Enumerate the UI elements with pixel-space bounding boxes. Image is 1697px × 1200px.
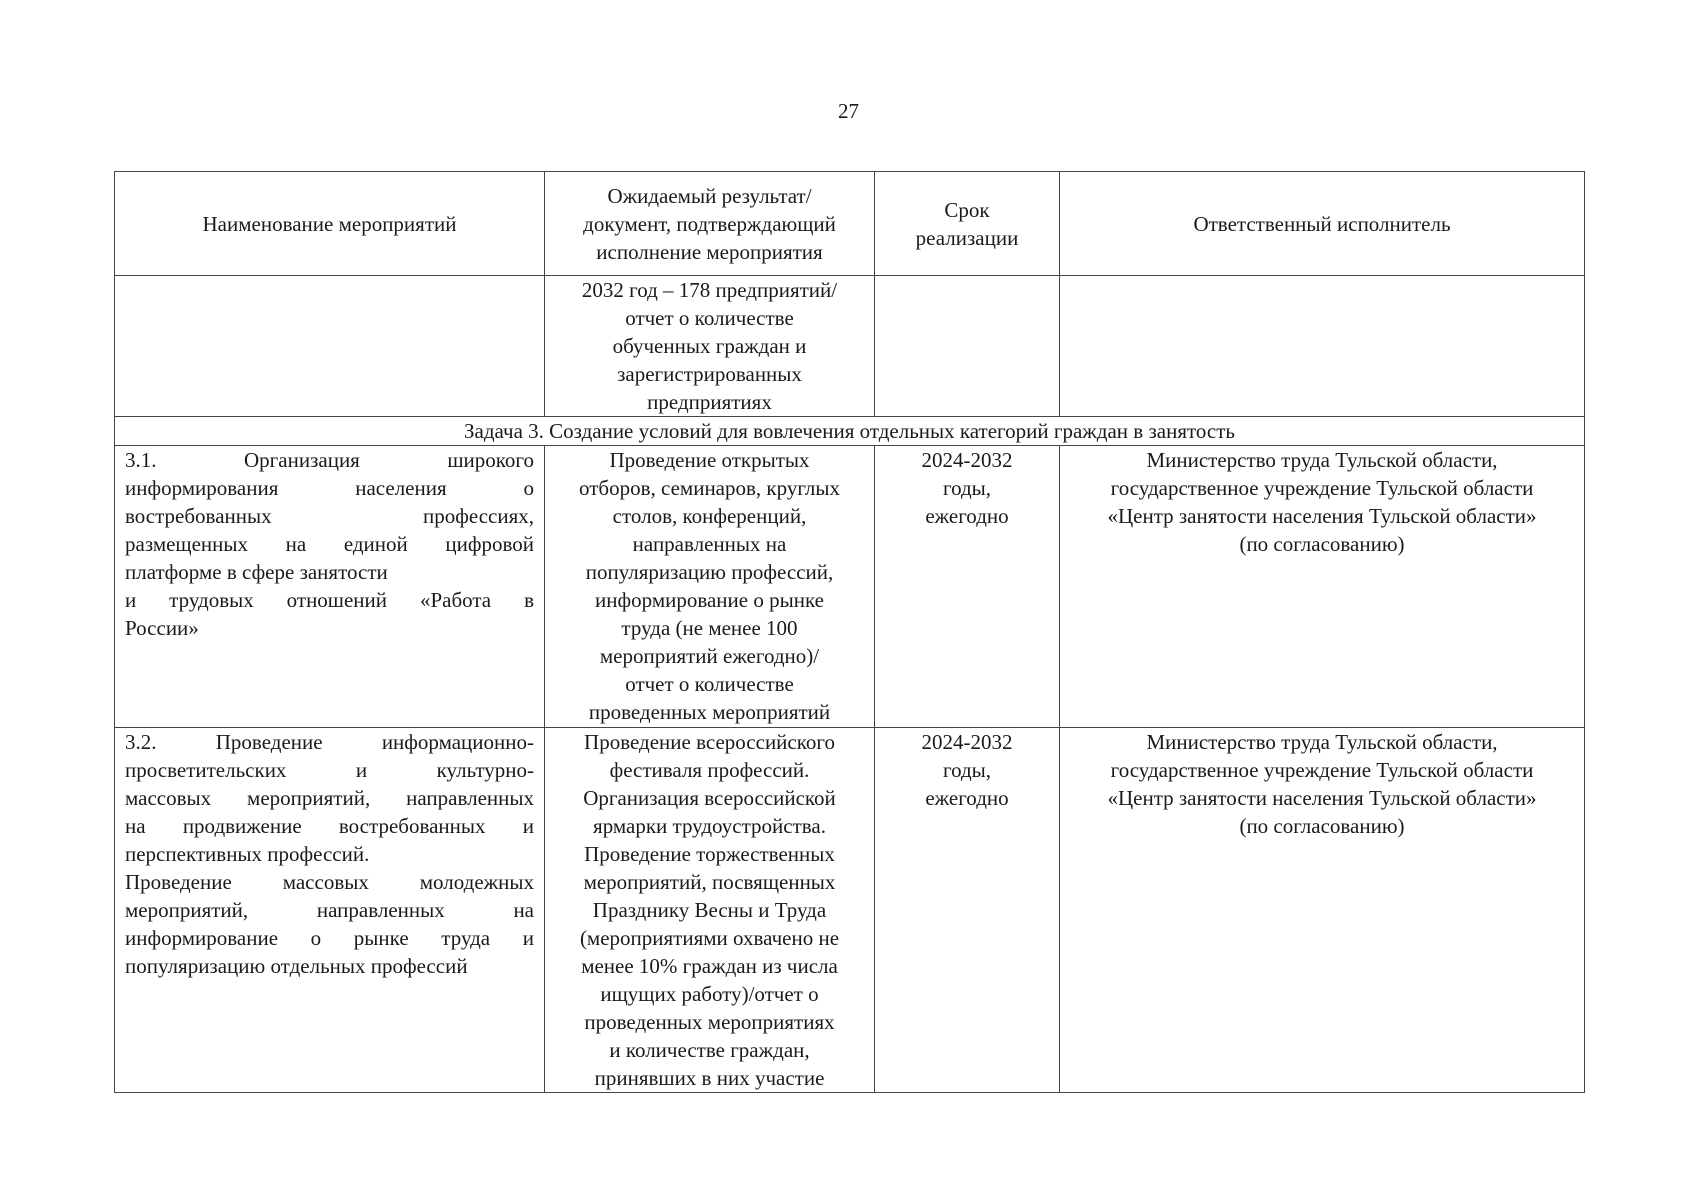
- row-3-2-result-line: Празднику Весны и Труда: [592, 898, 827, 922]
- row-3-1-result-line: отборов, семинаров, круглых: [579, 476, 840, 500]
- row-3-1-result-line: труда (не менее 100: [621, 616, 798, 640]
- row-3-2-name-line: перспективных профессий.: [125, 842, 370, 866]
- header-term: [875, 172, 1060, 276]
- row-3-2-name-line: Проведение массовых молодежных: [125, 870, 534, 894]
- row-3-1-executor-line: «Центр занятости населения Тульской области»: [1107, 504, 1537, 528]
- header-executor: Ответственный исполнитель: [1060, 172, 1585, 276]
- row-3-2-term-line: ежегодно: [925, 786, 1009, 810]
- row-3-2-name-line: массовых мероприятий, направленных: [125, 786, 534, 810]
- events-table: [114, 171, 1585, 1093]
- table-row-continuation: [115, 276, 1585, 417]
- row-3-2-name-line: просветительских и культурно-: [125, 758, 534, 782]
- row-3-1-term-line: ежегодно: [925, 504, 1009, 528]
- cont-name-cell: [115, 276, 545, 417]
- cont-result-line: 2032 год – 178 предприятий/: [581, 278, 838, 302]
- task-3-row: [115, 417, 1585, 446]
- row-3-2-result-line: и количестве граждан,: [609, 1038, 810, 1062]
- row-3-1-result-line: популяризацию профессий,: [585, 560, 834, 584]
- row-3-1-name-line: востребованных профессиях,: [125, 504, 534, 528]
- row-3-2-result-line: (мероприятиями охвачено не: [579, 926, 840, 950]
- row-3-2-result-line: менее 10% граждан из числа: [581, 954, 838, 978]
- row-3-2-executor-line: Министерство труда Тульской области,: [1146, 730, 1498, 754]
- row-3-1-result-line: Проведение открытых: [609, 448, 810, 472]
- table-header-row: [115, 172, 1585, 276]
- row-3-2-name-line: популяризацию отдельных профессий: [125, 954, 468, 978]
- header-result: [545, 172, 875, 276]
- row-3-2-result-line: ищущих работу)/отчет о: [600, 982, 819, 1006]
- row-3-1-name-line: платформе в сфере занятости: [125, 560, 388, 584]
- row-3-2-result-line: Проведение всероссийского: [584, 730, 835, 754]
- task-3-heading: Задача 3. Создание условий для вовлечения отдельных категорий граждан в занятость: [115, 417, 1585, 446]
- row-3-2-result-line: принявших в них участие: [594, 1066, 825, 1090]
- row-3-1-name-line: 3.1. Организация широкого: [125, 448, 534, 472]
- row-3-2-term-line: годы,: [942, 758, 992, 782]
- page-number: 27: [838, 99, 859, 123]
- row-3-1-executor-line: Министерство труда Тульской области,: [1146, 448, 1498, 472]
- row-3-1-term-cell: [875, 446, 1060, 728]
- cont-result-line: обученных граждан и: [612, 334, 807, 358]
- cont-result-line: предприятиях: [647, 390, 772, 414]
- table-row-3-1: [115, 446, 1585, 728]
- header-term-line: Срок: [944, 197, 990, 222]
- row-3-2-name-line: на продвижение востребованных и: [125, 814, 534, 838]
- row-3-2-result-line: Проведение торжественных: [584, 842, 835, 866]
- row-3-1-result-cell: [545, 446, 875, 728]
- header-result-line: документ, подтверждающий: [583, 211, 836, 236]
- row-3-2-name-line: 3.2. Проведение информационно-: [125, 730, 534, 754]
- row-3-2-executor-line: «Центр занятости населения Тульской области»: [1107, 786, 1537, 810]
- row-3-2-term-cell: [875, 728, 1060, 1093]
- row-3-2-result-line: фестиваля профессий.: [609, 758, 810, 782]
- row-3-2-executor-line: государственное учреждение Тульской области: [1110, 758, 1534, 782]
- header-term-line: реализации: [915, 225, 1019, 250]
- row-3-1-term-line: 2024-2032: [921, 448, 1013, 472]
- header-result-line: Ожидаемый результат/: [607, 183, 812, 208]
- row-3-2-result-line: ярмарки трудоустройства.: [593, 814, 826, 838]
- row-3-2-name-line: мероприятий, направленных на: [125, 898, 534, 922]
- row-3-2-term-line: 2024-2032: [921, 730, 1013, 754]
- cont-result-line: зарегистрированных: [617, 362, 802, 386]
- row-3-1-executor-cell: [1060, 446, 1585, 728]
- header-name: Наименование мероприятий: [115, 172, 545, 276]
- row-3-1-result-line: мероприятий ежегодно)/: [599, 644, 820, 668]
- row-3-1-name-line: России»: [125, 616, 199, 640]
- table-row-3-2: [115, 728, 1585, 1093]
- row-3-1-executor-line: (по согласованию): [1239, 532, 1405, 556]
- row-3-2-name-cell: [115, 728, 545, 1093]
- header-result-line: исполнение мероприятия: [596, 239, 823, 264]
- row-3-2-result-cell: [545, 728, 875, 1093]
- row-3-2-executor-cell: [1060, 728, 1585, 1093]
- cont-result-cell: [545, 276, 875, 417]
- row-3-2-name-line: информирование о рынке труда и: [125, 926, 534, 950]
- row-3-1-name-cell: [115, 446, 545, 728]
- row-3-1-name-line: и трудовых отношений «Работа в: [125, 588, 534, 612]
- row-3-1-name-line: информирования населения о: [125, 476, 534, 500]
- row-3-1-result-line: информирование о рынке: [595, 588, 824, 612]
- row-3-1-result-line: проведенных мероприятий: [588, 700, 831, 724]
- row-3-1-result-line: отчет о количестве: [625, 672, 794, 696]
- row-3-2-result-line: Организация всероссийской: [583, 786, 836, 810]
- row-3-1-name-line: размещенных на единой цифровой: [125, 532, 534, 556]
- row-3-1-term-line: годы,: [942, 476, 992, 500]
- cont-result-line: отчет о количестве: [625, 306, 794, 330]
- cont-term-cell: [875, 276, 1060, 417]
- row-3-1-result-line: направленных на: [632, 532, 787, 556]
- row-3-1-executor-line: государственное учреждение Тульской области: [1110, 476, 1534, 500]
- row-3-1-result-line: столов, конференций,: [612, 504, 807, 528]
- row-3-2-result-line: проведенных мероприятиях: [584, 1010, 835, 1034]
- row-3-2-executor-line: (по согласованию): [1239, 814, 1405, 838]
- cont-executor-cell: [1060, 276, 1585, 417]
- row-3-2-result-line: мероприятий, посвященных: [583, 870, 836, 894]
